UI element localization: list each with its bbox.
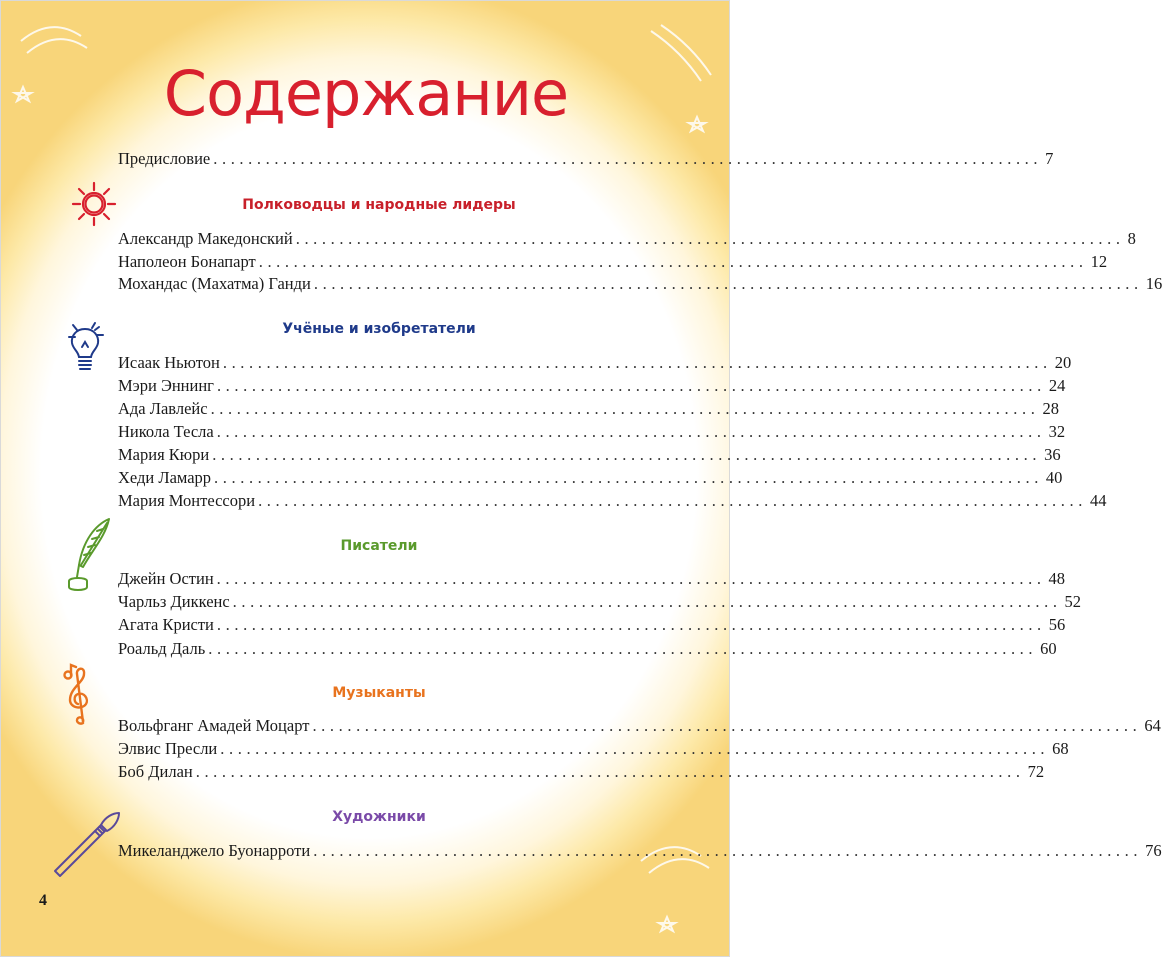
entry-name: Роальд Даль bbox=[118, 639, 206, 658]
entry-name: Александр Македонский bbox=[118, 229, 293, 248]
entry-name: Исаак Ньютон bbox=[118, 353, 220, 372]
paintbrush-icon bbox=[49, 809, 125, 875]
entry-page: 68 bbox=[1052, 739, 1069, 758]
dot-leader: ............................................................................................... bbox=[222, 353, 1052, 372]
dot-leader: ............................................................................................... bbox=[216, 615, 1046, 634]
entry-name: Вольфганг Амадей Моцарт bbox=[118, 716, 310, 735]
section-heading: Художники bbox=[332, 809, 426, 825]
section-heading: Музыканты bbox=[332, 685, 426, 701]
entry-name: Агата Кристи bbox=[118, 615, 214, 634]
dot-leader: ............................................................................................... bbox=[232, 592, 1062, 611]
toc-entry[interactable] bbox=[118, 639, 1057, 661]
entry-name: Мохандас (Махатма) Ганди bbox=[118, 274, 311, 293]
toc-entry[interactable] bbox=[118, 274, 1162, 296]
entry-page: 44 bbox=[1089, 491, 1107, 510]
entry-name: Предисловие bbox=[118, 149, 211, 168]
dot-leader: ............................................................................................... bbox=[312, 716, 1142, 735]
toc-entry[interactable] bbox=[118, 569, 1066, 591]
entry-page: 36 bbox=[1044, 445, 1061, 464]
dot-leader: ............................................................................................... bbox=[214, 468, 1043, 487]
entry-page: 16 bbox=[1145, 274, 1162, 293]
entry-page: 48 bbox=[1048, 569, 1066, 588]
dot-leader: ............................................................................................... bbox=[210, 399, 1040, 418]
entry-name: Мария Монтессори bbox=[118, 491, 256, 510]
entry-name: Никола Тесла bbox=[118, 422, 214, 441]
entry-name: Боб Дилан bbox=[118, 762, 193, 781]
dot-leader: ............................................................................................... bbox=[258, 491, 1087, 510]
entry-name: Хеди Ламарр bbox=[118, 468, 212, 487]
toc-entry[interactable] bbox=[118, 445, 1061, 467]
dot-leader: ............................................................................................... bbox=[258, 252, 1088, 271]
toc-entry[interactable] bbox=[118, 353, 1072, 375]
toc-entry[interactable] bbox=[118, 592, 1082, 614]
toc-entry[interactable] bbox=[118, 716, 1161, 738]
toc-entry[interactable] bbox=[118, 841, 1162, 863]
dot-leader: ............................................................................................... bbox=[212, 445, 1042, 464]
entry-page: 40 bbox=[1045, 468, 1063, 487]
entry-page: 56 bbox=[1048, 615, 1066, 634]
section-heading: Полководцы и народные лидеры bbox=[242, 197, 516, 213]
entry-page: 64 bbox=[1144, 716, 1161, 735]
entry-name: Джейн Остин bbox=[118, 569, 214, 588]
section-heading: Учёные и изобретатели bbox=[282, 321, 476, 337]
sun-icon bbox=[69, 179, 119, 229]
toc-entry[interactable] bbox=[118, 762, 1045, 784]
toc-entry-preface[interactable] bbox=[118, 149, 1054, 171]
page-title: Содержание bbox=[163, 57, 569, 130]
page-number: 4 bbox=[39, 892, 47, 909]
lightbulb-icon bbox=[65, 317, 113, 375]
toc-entry[interactable] bbox=[118, 376, 1066, 398]
dot-leader: ............................................................................................... bbox=[313, 274, 1143, 293]
entry-name: Элвис Пресли bbox=[118, 739, 218, 758]
dot-leader: ............................................................................................... bbox=[213, 149, 1043, 168]
toc-entry[interactable] bbox=[118, 739, 1069, 761]
entry-page: 8 bbox=[1127, 229, 1136, 248]
toc-entry[interactable] bbox=[118, 615, 1066, 637]
entry-page: 20 bbox=[1054, 353, 1072, 372]
quill-pen-icon bbox=[63, 515, 115, 595]
dot-leader: ............................................................................................... bbox=[195, 762, 1025, 781]
entry-page: 12 bbox=[1090, 252, 1108, 271]
entry-name: Мэри Эннинг bbox=[118, 376, 214, 395]
dot-leader: ............................................................................................... bbox=[313, 841, 1143, 860]
entry-page: 28 bbox=[1042, 399, 1059, 418]
dot-leader: ............................................................................................... bbox=[208, 639, 1038, 658]
dot-leader: ............................................................................................... bbox=[220, 739, 1050, 758]
toc-entry[interactable] bbox=[118, 491, 1107, 513]
toc-entry[interactable] bbox=[118, 468, 1063, 490]
toc-entry[interactable] bbox=[118, 252, 1108, 274]
entry-page: 24 bbox=[1048, 376, 1066, 395]
treble-clef-icon bbox=[61, 661, 101, 731]
entry-page: 52 bbox=[1064, 592, 1082, 611]
dot-leader: ............................................................................................... bbox=[295, 229, 1125, 248]
entry-page: 60 bbox=[1040, 639, 1057, 658]
entry-name: Микеланджело Буонарроти bbox=[118, 841, 311, 860]
toc-entry[interactable] bbox=[118, 229, 1136, 251]
entry-page: 32 bbox=[1048, 422, 1066, 441]
dot-leader: ............................................................................................... bbox=[216, 569, 1046, 588]
section-heading: Писатели bbox=[340, 538, 418, 554]
toc-entry[interactable] bbox=[118, 422, 1066, 444]
entry-name: Чарльз Диккенс bbox=[118, 592, 230, 611]
entry-name: Наполеон Бонапарт bbox=[118, 252, 256, 271]
entry-page: 7 bbox=[1045, 149, 1054, 168]
entry-page: 76 bbox=[1145, 841, 1162, 860]
dot-leader: ............................................................................................... bbox=[216, 376, 1046, 395]
entry-page: 72 bbox=[1027, 762, 1045, 781]
entry-name: Мария Кюри bbox=[118, 445, 210, 464]
dot-leader: ............................................................................................... bbox=[216, 422, 1046, 441]
entry-name: Ада Лавлейс bbox=[118, 399, 208, 418]
toc-entry[interactable] bbox=[118, 399, 1059, 421]
